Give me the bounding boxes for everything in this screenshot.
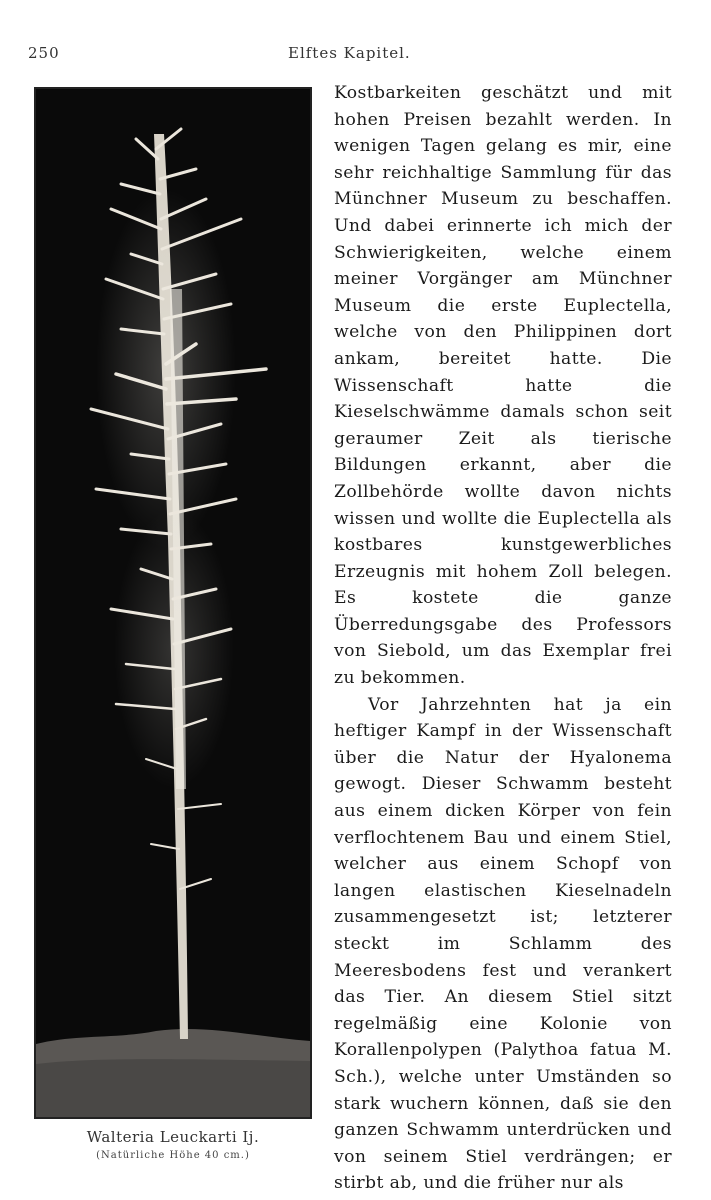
photo-plate [34,87,312,1119]
caption-subtitle: (Natürliche Höhe 40 cm.) [96,1150,250,1161]
paragraph-1: Kostbarkeiten geschätzt und mit hohen Preisen bezahlt werden. In wenigen Tagen gelang es mir, eine sehr reichhaltige Sammlung für das Münchner Museum zu beschaffen. Und dabei erinnerte ich mich der Schwierigkeiten, welche einem meiner Vorgänger am Münchner Museum die erste Euplectella, welche von den Philippinen dort ankam, bereitet hatte. Die Wissenschaft hatte die Kieselschwämme damals schon seit geraumer Zeit als tierische Bildungen erkannt, aber die Zollbehörde wollte davon nichts wissen und wollte die Euplectella als kostbares kunstgewerbliches Erzeugnis mit hohem Zoll belegen. Es kostete die ganze Überredungsgabe des Professors von Siebold, um das Exemplar frei zu bekommen. [334,83,672,689]
plate-caption [34,1128,312,1161]
caption-title: Walteria Leuckarti Ij. [86,1128,260,1146]
sponge-photograph [36,89,310,1117]
page-number: 250 [28,44,60,62]
running-head: Elftes Kapitel. [288,44,411,62]
paragraph-2: Vor Jahrzehnten hat ja ein heftiger Kampf in der Wissenschaft über die Natur der Hyalonema gewogt. Dieser Schwamm besteht aus einem dicken Körper von fein verflochtenem Bau und einem Stiel, welcher aus einem Schopf von langen elastischen Kieselnadeln zusammengesetzt ist; letzterer steckt im Schlamm des Meeresbodens fest und verankert das Tier. An diesem Stiel sitzt regelmäßig eine Kolonie von Korallenpolypen (Palythoa fatua M. Sch.), welche unter Umständen so stark wuchern können, daß sie den ganzen Schwamm unterdrücken und von seinem Stiel verdrängen; er stirbt ab, und die früher nur als [334,694,672,1194]
body-text [334,80,672,1197]
